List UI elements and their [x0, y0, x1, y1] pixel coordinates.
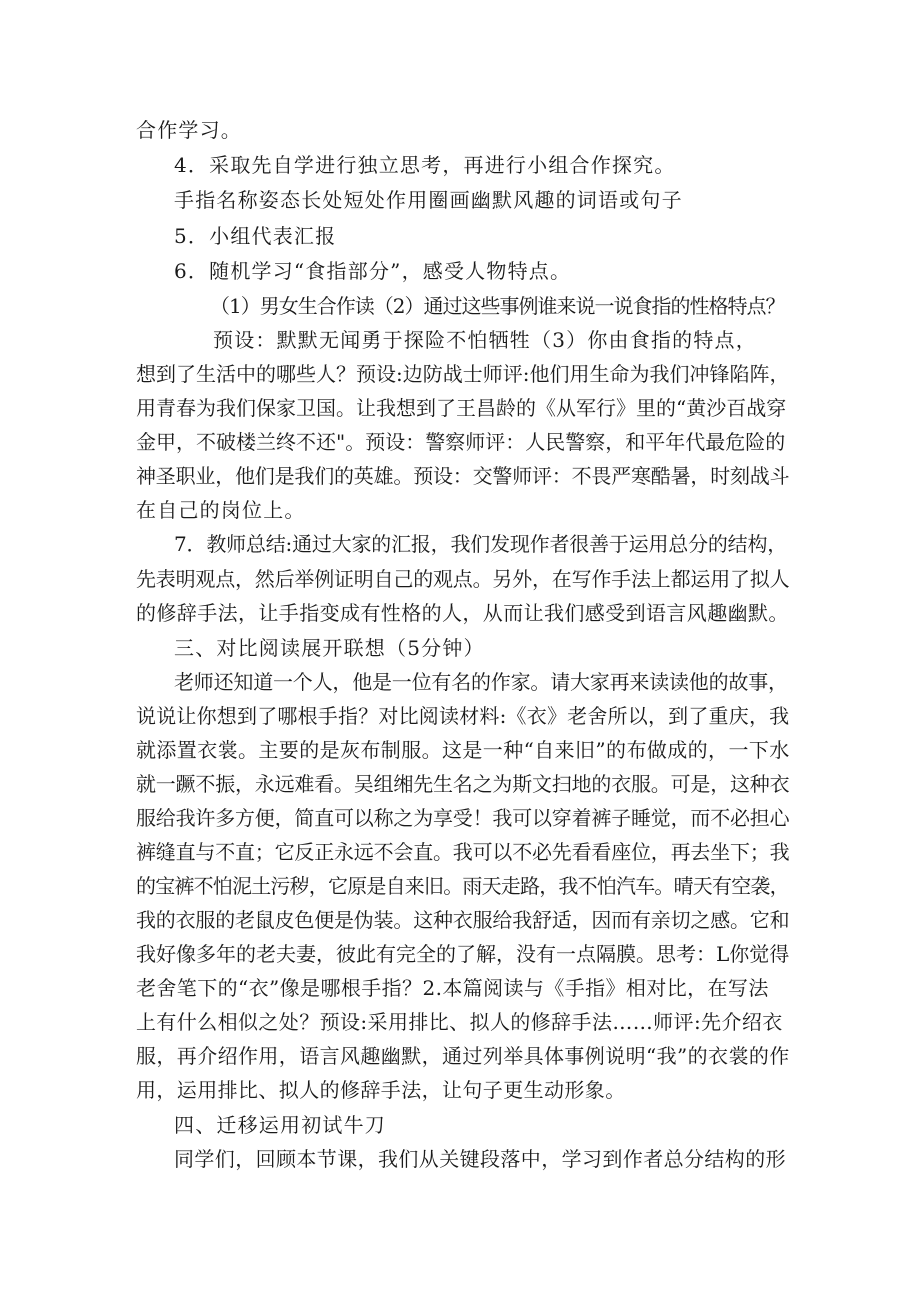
text-line: 裤缝直与不直；它反正永远不会直。我可以不必先看看座位，再去坐下；我 [136, 840, 790, 864]
text-line: 的修辞手法，让手指变成有性格的人，从而让我们感受到语言风趣幽默。 [136, 601, 789, 625]
text-line: 我的衣服的老鼠皮色便是伪装。这种衣服给我舒适，因而有亲切之感。它和 [136, 908, 790, 932]
text-line: 在自己的岗位上。 [136, 498, 306, 522]
text-line: 同学们，回顾本节课，我们从关键段落中，学习到作者总分结构的形 [174, 1147, 786, 1171]
text-line: 神圣职业，他们是我们的英雄。预设：交警师评：不畏严寒酷暑，时刻战斗 [136, 464, 790, 488]
text-line: 我好像多年的老夫妻，彼此有完全的了解，没有一点隔膜。思考：L你觉得 [136, 942, 790, 966]
text-line: 就一蹶不振，永远难看。吴组缃先生名之为斯文扫地的衣服。可是，这种衣 [136, 772, 790, 796]
text-line: 6．随机学习“食指部分”，感受人物特点。 [174, 259, 572, 283]
text-line: 用，运用排比、拟人的修辞手法，让句子更生动形象。 [136, 1078, 626, 1102]
section-heading: 四、迁移运用初试牛刀 [174, 1113, 386, 1137]
text-line: 5．小组代表汇报 [174, 224, 337, 248]
text-line: 老师还知道一个人，他是一位有名的作家。请大家再来读读他的故事， [174, 670, 788, 694]
text-line: 说说让你想到了哪根手指？对比阅读材料:《衣》老舍所以，到了重庆，我 [136, 704, 790, 728]
text-line: 金甲，不破楼兰终不还"。预设：警察师评：人民警察，和平年代最危险的 [136, 430, 786, 454]
text-line: 上有什么相似之处？预设:采用排比、拟人的修辞手法……师评:先介绍衣 [136, 1010, 783, 1034]
text-line: 4．采取先自学进行独立思考，再进行小组合作探究。 [174, 153, 676, 177]
text-line: 服，再介绍作用，语言风趣幽默，通过列举具体事例说明“我”的衣裳的作 [136, 1044, 790, 1068]
text-line: 合作学习。 [136, 118, 242, 142]
text-line: 就添置衣裳。主要的是灰布制服。这是一种“自来旧”的布做成的，一下水 [136, 738, 790, 762]
text-line: 用青春为我们保家卫国。让我想到了王昌龄的《从军行》里的“黄沙百战穿 [136, 396, 787, 420]
text-line: 预设：默默无闻勇于探险不怕牺牲（3）你由食指的特点， [213, 328, 757, 352]
text-line: 7．教师总结:通过大家的汇报，我们发现作者很善于运用总分的结构， [174, 532, 788, 556]
text-line: 老舍笔下的“衣”像是哪根手指？2.本篇阅读与《手指》相对比，在写法 [136, 976, 769, 1000]
text-line: 服给我许多方便，简直可以称之为享受！我可以穿着裤子睡觉，而不必担心 [136, 806, 790, 830]
text-line: 的宝裤不怕泥土污秽，它原是自来旧。雨天走路，我不怕汽车。晴天有空袭， [136, 874, 789, 898]
section-heading: 三、对比阅读展开联想（5分钟） [174, 636, 485, 660]
text-line: 手指名称姿态长处短处作用圈画幽默风趣的词语或句子 [174, 188, 683, 212]
text-line: 先表明观点，然后举例证明自己的观点。另外，在写作手法上都运用了拟人 [136, 567, 790, 591]
text-line: （1）男女生合作读（2）通过这些事例谁来说一说食指的性格特点？ [210, 294, 785, 318]
text-line: 想到了生活中的哪些人？预设:边防战士师评:他们用生命为我们冲锋陷阵， [136, 362, 790, 386]
